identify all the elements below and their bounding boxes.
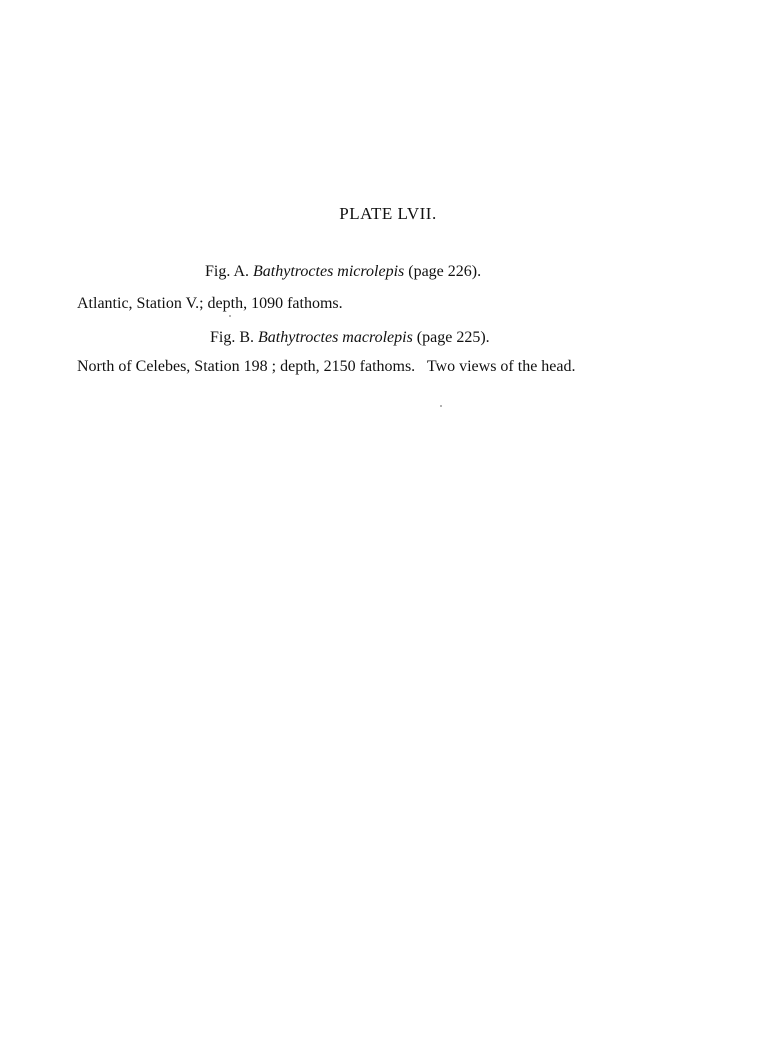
figure-a-description: Atlantic, Station V.; depth, 1090 fathoms. (77, 295, 343, 312)
scan-speck (440, 405, 442, 407)
plate-title: PLATE LVII. (339, 204, 437, 223)
figure-a-label: Fig. A. (205, 263, 250, 280)
figure-a-species: Bathytroctes microlepis (253, 263, 405, 280)
figure-a-page-ref: (page 226). (408, 263, 482, 280)
figure-b-species: Bathytroctes macrolepis (258, 329, 413, 346)
figure-a-caption (205, 262, 481, 282)
figure-b-page-ref: (page 225). (416, 329, 490, 346)
figure-b-description: North of Celebes, Station 198 ; depth, 2150 fathoms. Two views of the head. (77, 358, 576, 375)
figure-b-caption (210, 328, 490, 348)
scan-speck (229, 315, 231, 317)
figure-b-label: Fig. B. (210, 329, 255, 346)
